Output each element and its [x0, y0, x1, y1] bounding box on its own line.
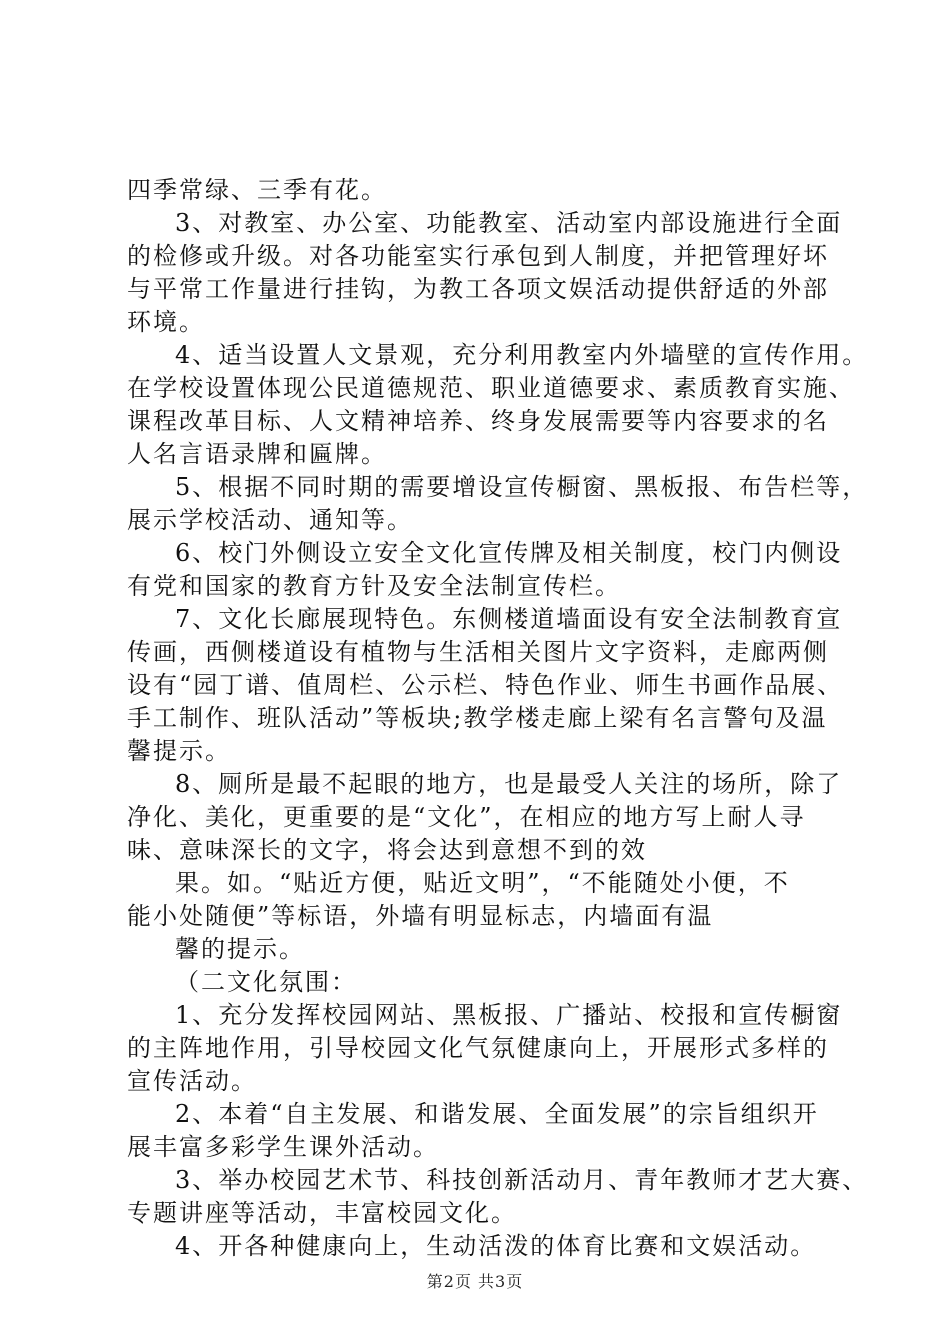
text-line: 有党和国家的教育方针及安全法制宣传栏。: [127, 572, 621, 600]
text-line: 2、本着“自主发展、和谐发展、全面发展”的宗旨组织开: [175, 1100, 819, 1128]
text-line: 课程改革目标、人文精神培养、终身发展需要等内容要求的名: [127, 407, 829, 435]
text-line: 能小处随便”等标语，外墙有明显标志，内墙面有温: [127, 902, 714, 930]
text-line: 手工制作、班队活动”等板块;教学楼走廊上梁有名言警句及温: [127, 704, 828, 732]
section-heading: （二文化氛围：: [175, 968, 357, 996]
text-line: 设有“园丁谱、值周栏、公示栏、特色作业、师生书画作品展、: [127, 671, 844, 699]
text-line: 宣传活动。: [127, 1067, 257, 1095]
text-line: 8、厕所是最不起眼的地方，也是最受人关注的场所，除了: [175, 770, 843, 798]
text-line: 传画，西侧楼道设有植物与生活相关图片文字资料，走廊两侧: [127, 638, 829, 666]
text-line: 1、充分发挥校园网站、黑板报、广播站、校报和宣传橱窗: [175, 1001, 843, 1029]
text-line: 的检修或升级。对各功能室实行承包到人制度，并把管理好坏: [127, 242, 829, 270]
text-line: 4、开各种健康向上，生动活泼的体育比赛和文娱活动。: [175, 1232, 817, 1260]
text-line: 人名言语录牌和匾牌。: [127, 440, 387, 468]
text-line: 7、文化长廊展现特色。东侧楼道墙面设有安全法制教育宣: [175, 605, 843, 633]
text-line: 3、对教室、办公室、功能教室、活动室内部设施进行全面: [175, 209, 843, 237]
text-line: 4、适当设置人文景观，充分利用教室内外墙壁的宣传作用。: [175, 341, 869, 369]
text-line: 环境。: [127, 308, 205, 336]
text-line: 净化、美化，更重要的是“文化”，在相应的地方写上耐人寻: [127, 803, 806, 831]
text-line: 四季常绿、三季有花。: [127, 176, 387, 204]
text-line: 馨提示。: [127, 737, 231, 765]
text-line: 3、举办校园艺术节、科技创新活动月、青年教师才艺大赛、: [175, 1166, 869, 1194]
text-line: 馨的提示。: [175, 935, 305, 963]
text-line: 专题讲座等活动，丰富校园文化。: [127, 1199, 517, 1227]
text-line: 果。如。“贴近方便，贴近文明”，“不能随处小便，不: [175, 869, 790, 897]
text-line: 的主阵地作用，引导校园文化气氛健康向上，开展形式多样的: [127, 1034, 829, 1062]
page-number: 第2页 共3页: [426, 1272, 524, 1291]
text-line: 展示学校活动、通知等。: [127, 506, 413, 534]
text-line: 味、意味深长的文字，将会达到意想不到的效: [127, 836, 647, 864]
text-line: 在学校设置体现公民道德规范、职业道德要求、素质教育实施、: [127, 374, 855, 402]
text-line: 与平常工作量进行挂钩，为教工各项文娱活动提供舒适的外部: [127, 275, 829, 303]
text-line: 6、校门外侧设立安全文化宣传牌及相关制度，校门内侧设: [175, 539, 843, 567]
text-line: 5、根据不同时期的需要增设宣传橱窗、黑板报、布告栏等，: [175, 473, 869, 501]
text-line: 展丰富多彩学生课外活动。: [127, 1133, 439, 1161]
